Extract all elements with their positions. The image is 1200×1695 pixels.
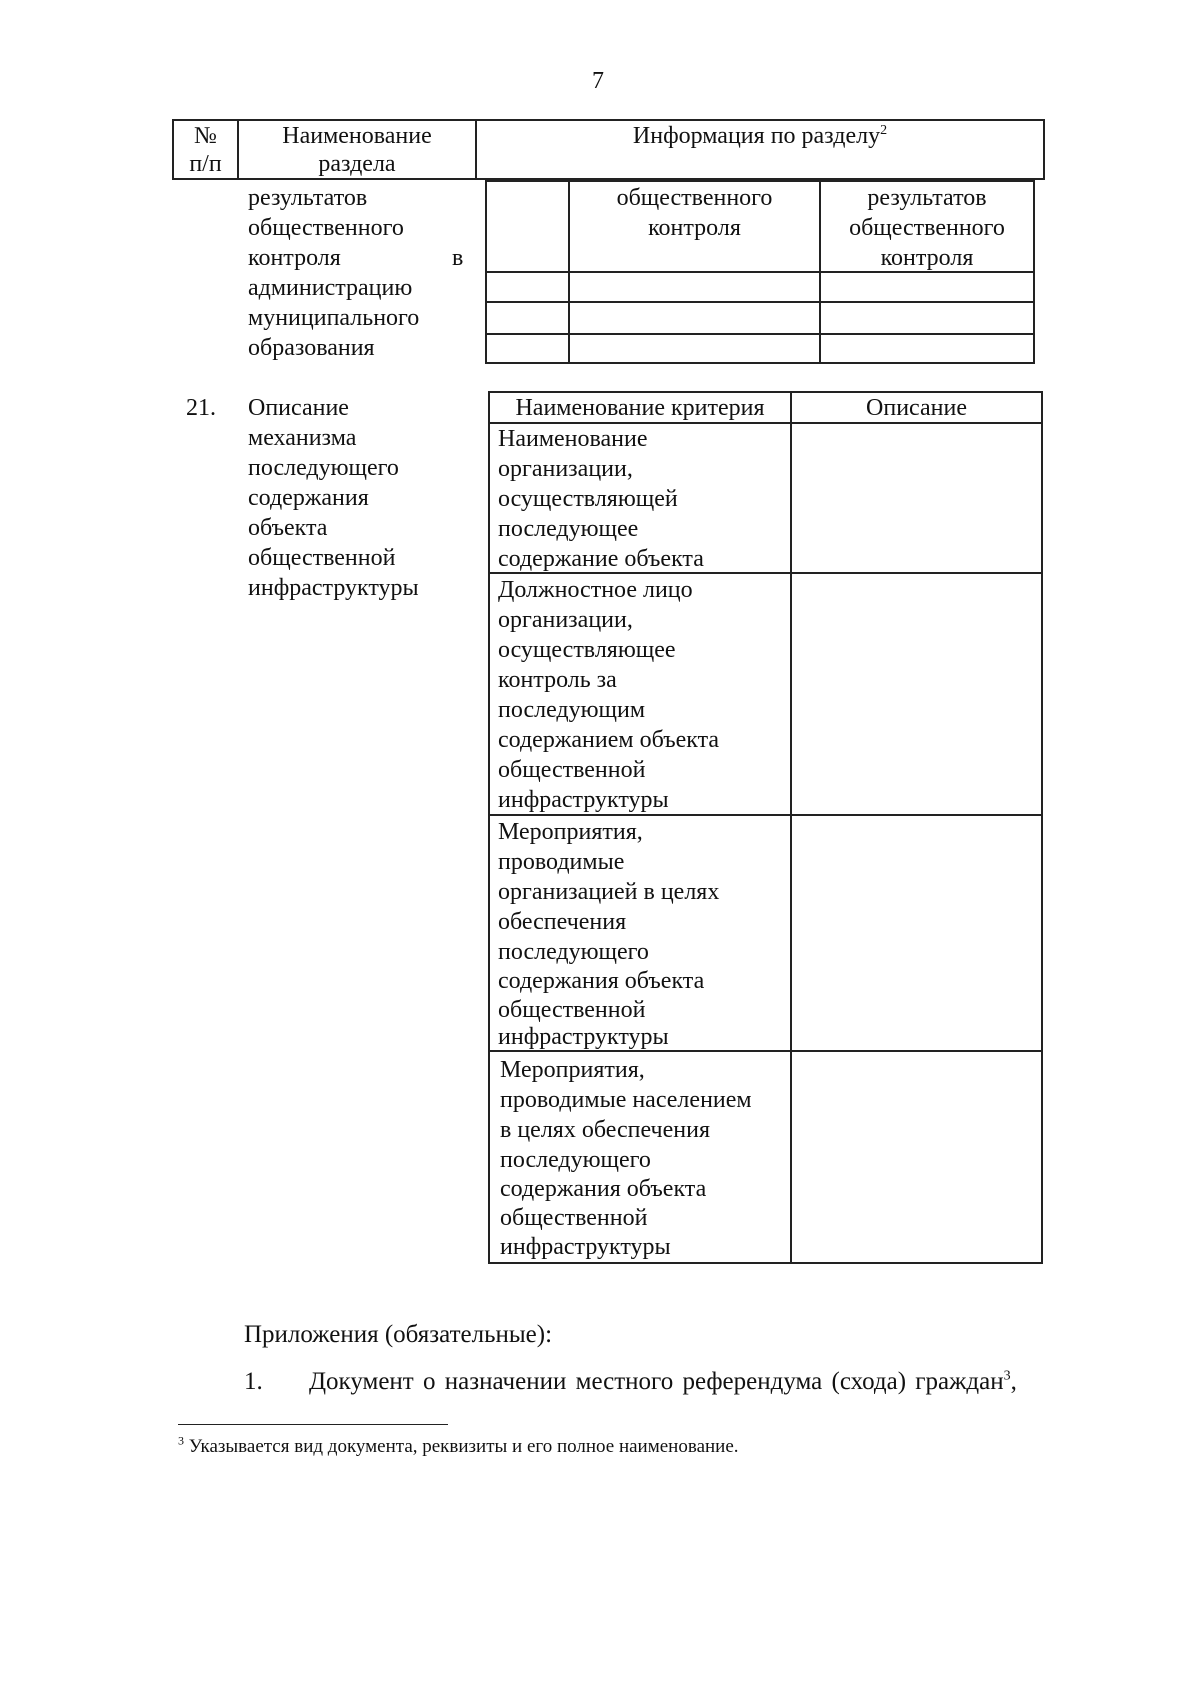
attachment-item-text xyxy=(309,1365,1017,1398)
criteria-row3-line: содержания объекта xyxy=(498,968,705,994)
attachments-title: Приложения (обязательные): xyxy=(244,1321,553,1348)
attachment-item-number: 1. xyxy=(244,1368,263,1395)
criteria-table-border xyxy=(1041,391,1043,1264)
row21-name-line: объекта xyxy=(248,515,328,541)
row21-name-line: механизма xyxy=(248,425,357,451)
footnote xyxy=(178,1433,739,1458)
criteria-row1-line: Наименование xyxy=(498,426,648,452)
criteria-row2-line: последующим xyxy=(498,697,646,723)
criteria-row2-line: Должностное лицо xyxy=(498,577,693,603)
footnote-text: Указывается вид документа, реквизиты и его полное наименование. xyxy=(188,1436,739,1457)
row21-name-line: содержания xyxy=(248,485,369,511)
attachment-item-tail: , xyxy=(1010,1368,1017,1395)
criteria-row3-line: инфраструктуры xyxy=(498,1024,669,1050)
row21-number: 21. xyxy=(186,395,216,421)
criteria-row3-line: общественной xyxy=(498,997,646,1023)
criteria-row4-line: содержания объекта xyxy=(500,1176,707,1202)
criteria-row2-line: содержанием объекта xyxy=(498,727,720,753)
subtable-col2-header-line: контроля xyxy=(648,215,741,241)
criteria-col1-header: Наименование критерия xyxy=(515,395,765,421)
subtable-col3-header-line: контроля xyxy=(880,245,974,271)
criteria-row4-line: в целях обеспечения xyxy=(500,1117,710,1143)
criteria-row3-line: организацией в целях xyxy=(498,879,720,905)
criteria-row4-line: последующего xyxy=(500,1147,651,1173)
header-info-sup: 2 xyxy=(880,123,888,138)
header-num-line2: п/п xyxy=(189,151,222,177)
row21-name-line: последующего xyxy=(248,455,399,481)
header-table-border xyxy=(1043,119,1045,179)
row21-name-line: Описание xyxy=(248,395,349,421)
criteria-row4-line: инфраструктуры xyxy=(500,1234,671,1260)
attachment-item-sup: 3 xyxy=(1003,1368,1011,1384)
criteria-row2-line: контроль за xyxy=(498,667,617,693)
row20-name-line: результатов xyxy=(248,185,368,211)
header-name-line1: Наименование xyxy=(282,123,432,149)
criteria-row3-line: последующего xyxy=(498,939,649,965)
header-num-line1: № xyxy=(194,123,217,149)
row20-name-line: администрацию xyxy=(248,275,413,301)
row20-name-v: в xyxy=(452,245,464,271)
criteria-table-border xyxy=(488,391,490,1264)
row20-name-line: муниципального xyxy=(248,305,420,331)
subtable-col3-header-line: результатов xyxy=(867,185,987,211)
subtable-border xyxy=(1033,180,1035,364)
attachment-item-label: Документ о назначении местного референдума (схода) граждан xyxy=(309,1368,1004,1395)
footnote-sup: 3 xyxy=(178,1433,184,1448)
subtable-col3-header-line: общественного xyxy=(849,215,1005,241)
criteria-row3-line: обеспечения xyxy=(498,909,627,935)
criteria-row3-line: Мероприятия, xyxy=(498,819,643,845)
row21-name-line: инфраструктуры xyxy=(248,575,419,601)
criteria-row1-line: содержание объекта xyxy=(498,546,704,572)
criteria-row1-line: организации, xyxy=(498,456,633,482)
header-name-line2: раздела xyxy=(318,151,396,177)
criteria-col2-header: Описание xyxy=(866,395,967,421)
row20-name-line: образования xyxy=(248,335,375,361)
criteria-row1-line: последующее xyxy=(498,516,639,542)
criteria-row2-line: организации, xyxy=(498,607,633,633)
criteria-row1-line: осуществляющей xyxy=(498,486,678,512)
criteria-row2-line: осуществляющее xyxy=(498,637,676,663)
row20-name-line: общественного xyxy=(248,215,404,241)
page-number: 7 xyxy=(592,68,604,94)
criteria-row2-line: общественной xyxy=(498,757,646,783)
row20-name-line: контроля xyxy=(248,245,341,271)
header-info-text: Информация по разделу xyxy=(632,123,881,149)
criteria-row3-line: проводимые xyxy=(498,849,625,875)
subtable-border xyxy=(485,180,487,364)
criteria-row4-line: проводимые населением xyxy=(500,1087,752,1113)
criteria-row2-line: инфраструктуры xyxy=(498,787,669,813)
row21-name-line: общественной xyxy=(248,545,396,571)
criteria-row4-line: Мероприятия, xyxy=(500,1057,645,1083)
footnote-separator xyxy=(178,1424,448,1425)
header-info xyxy=(477,120,1043,153)
criteria-row4-line: общественной xyxy=(500,1205,648,1231)
criteria-table-border xyxy=(790,391,792,1264)
subtable-col2-header-line: общественного xyxy=(616,185,773,211)
